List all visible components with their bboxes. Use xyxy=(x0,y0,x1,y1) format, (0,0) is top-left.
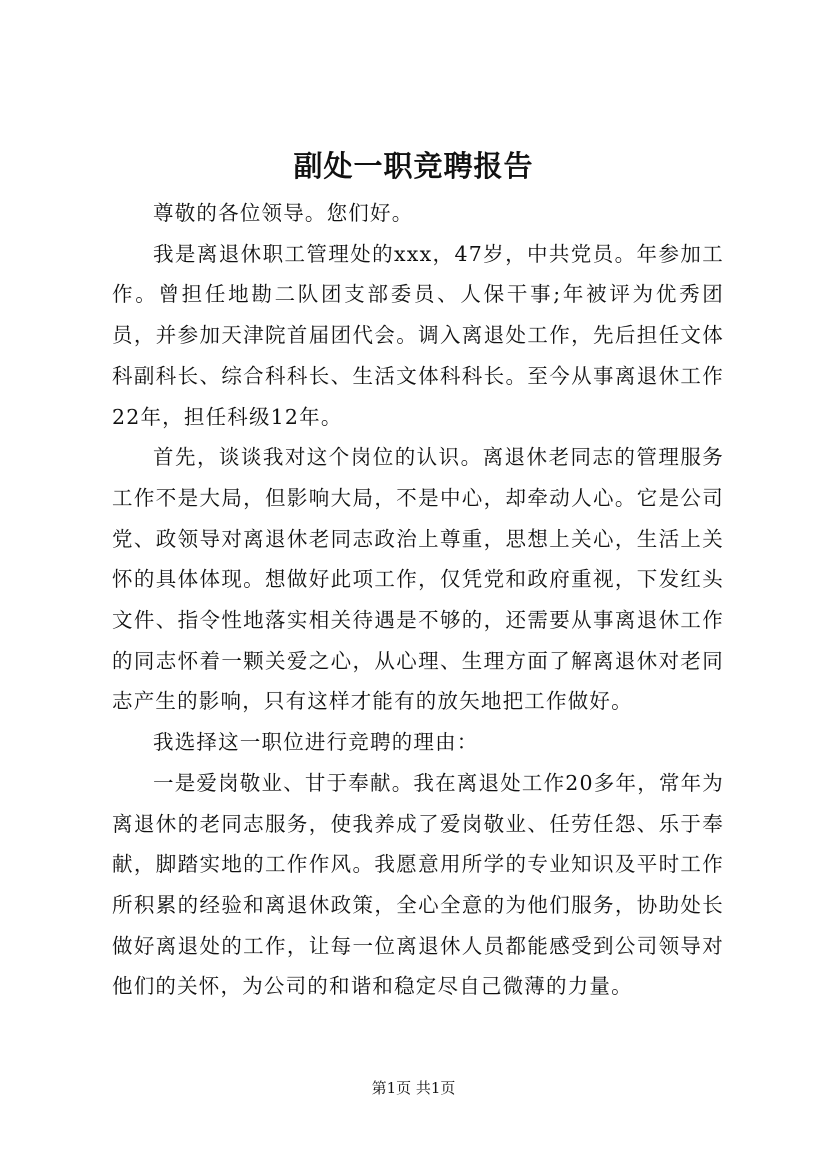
page-footer: 第1页 共1页 xyxy=(371,1079,456,1097)
paragraph-position-understanding: 首先，谈谈我对这个岗位的认识。离退休老同志的管理服务工作不是大局，但影响大局，不是中心，却牵动人心。它是公司党、政领导对离退休老同志政治上尊重，思想上关心，生活上关怀的具体体现。想做好此项工作，仅凭党和政府重视，下发红头文件、指令性地落实相关待遇是不够的，还需要从事离退休工作的同志怀着一颗关爱之心，从心理、生理方面了解离退休对老同志产生的影响，只有这样才能有的放矢地把工作做好。 xyxy=(112,445,724,714)
paragraph-reasons-heading: 我选择这一职位进行竞聘的理由： xyxy=(153,730,479,755)
document-body xyxy=(112,193,724,1007)
paragraph-introduction: 我是离退休职工管理处的xxx，47岁，中共党员。年参加工作。曾担任地勘二队团支部委员、人保干事;年被评为优秀团员，并参加天津院首届团代会。调入离退处工作，先后担任文体科副科长、综合科科长、生活文体科科长。至今从事离退休工作22年，担任科级12年。 xyxy=(112,241,724,429)
document-title: 副处一职竞聘报告 xyxy=(293,149,534,183)
paragraph-greeting: 尊敬的各位领导。您们好。 xyxy=(153,201,414,225)
paragraph-reason-one: 一是爱岗敬业、甘于奉献。我在离退处工作20多年，常年为离退休的老同志服务，使我养成了爱岗敬业、任劳任怨、乐于奉献，脚踏实地的工作作风。我愿意用所学的专业知识及平时工作所积累的经验和离退休政策，全心全意的为他们服务，协助处长做好离退处的工作，让每一位离退休人员都能感受到公司领导对他们的关怀，为公司的和谐和稳定尽自己微薄的力量。 xyxy=(112,770,724,999)
